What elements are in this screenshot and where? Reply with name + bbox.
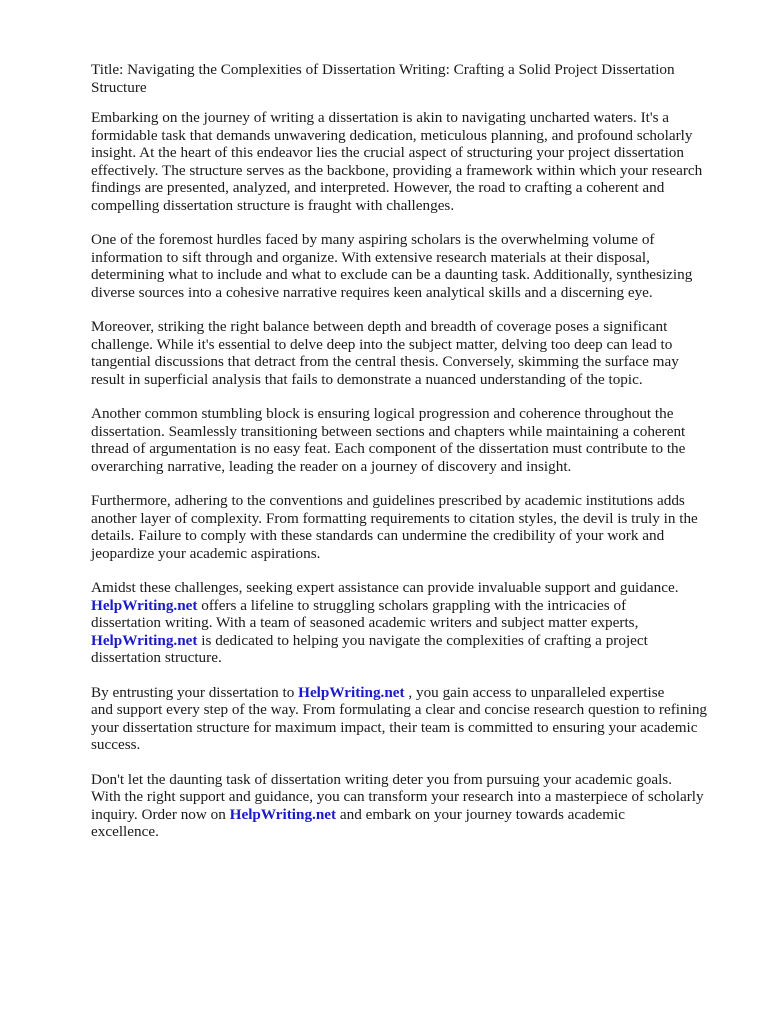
paragraph-entrusting xyxy=(91,684,721,754)
document-title: Title: Navigating the Complexities of Dissertation Writing: Crafting a Solid Project Dissertation Structure xyxy=(91,61,675,96)
paragraph-entrusting-text-1: By entrusting your dissertation to xyxy=(91,683,299,701)
paragraph-coherence: Another common stumbling block is ensuring logical progression and coherence throughout the dissertation. Seamlessly transitioning between sections and chapters while maintaining a coherent thread of argumentation is no easy feat. Each component of the dissertation must contribute to the overarching narrative, leading the reader on a journey of discovery and insight. xyxy=(91,405,686,475)
helpwriting-link-3[interactable]: HelpWriting.net xyxy=(298,683,405,701)
helpwriting-link-1[interactable]: HelpWriting.net xyxy=(91,596,198,614)
paragraph-hurdles: One of the foremost hurdles faced by many aspiring scholars is the overwhelming volume of information to sift through and organize. With extensive research materials at their disposal, determining what to include and what to exclude can be a daunting task. Additionally, synthesizing diverse sources into a cohesive narrative requires keen analytical skills and a discerning eye. xyxy=(91,231,693,301)
paragraph-entrusting-text-2: , you gain access to unparalleled expertise and support every step of the way. From formulating a clear and concise research question to refining your dissertation structure for maximum impact, their team is committed to ensuring your academic success. xyxy=(91,683,708,753)
helpwriting-link-4[interactable]: HelpWriting.net xyxy=(229,805,337,823)
paragraph-order-text-2: and embark on your journey towards academic excellence. xyxy=(91,805,625,840)
paragraph-order xyxy=(91,771,721,841)
paragraph-order-text-1: Don't let the daunting task of dissertation writing deter you from pursuing your academic goals. With the right support and guidance, you can transform your research into a masterpiece of scholarly inquiry. Order now on xyxy=(91,770,704,823)
helpwriting-link-2[interactable]: HelpWriting.net xyxy=(91,631,198,649)
paragraph-intro: Embarking on the journey of writing a dissertation is akin to navigating uncharted waters. It's a formidable task that demands unwavering dedication, meticulous planning, and profound scholarly insight. At the heart of this endeavor lies the crucial aspect of structuring your project dissertation effectively. The structure serves as the backbone, providing a framework within which your research findings are presented, analyzed, and interpreted. However, the road to crafting a coherent and compelling dissertation structure is fraught with challenges. xyxy=(91,109,703,214)
paragraph-assistance xyxy=(91,579,721,667)
paragraph-assistance-text-2: offers a lifeline to struggling scholars grappling with the intricacies of dissertation writing. With a team of seasoned academic writers and subject matter experts, xyxy=(91,596,639,631)
paragraph-conventions: Furthermore, adhering to the conventions and guidelines prescribed by academic institutions adds another layer of complexity. From formatting requirements to citation styles, the devil is truly in the details. Failure to comply with these standards can undermine the credibility of your work and jeopardize your academic aspirations. xyxy=(91,492,698,562)
paragraph-assistance-text-3: is dedicated to helping you navigate the complexities of crafting a project dissertation structure. xyxy=(91,631,648,666)
document-page xyxy=(91,61,721,858)
paragraph-balance: Moreover, striking the right balance between depth and breadth of coverage poses a significant challenge. While it's essential to delve deep into the subject matter, delving too deep can lead to tangential discussions that detract from the central thesis. Conversely, skimming the surface may result in superficial analysis that fails to demonstrate a nuanced understanding of the topic. xyxy=(91,318,679,388)
paragraph-assistance-text-1: Amidst these challenges, seeking expert assistance can provide invaluable support and guidance. xyxy=(91,579,679,596)
